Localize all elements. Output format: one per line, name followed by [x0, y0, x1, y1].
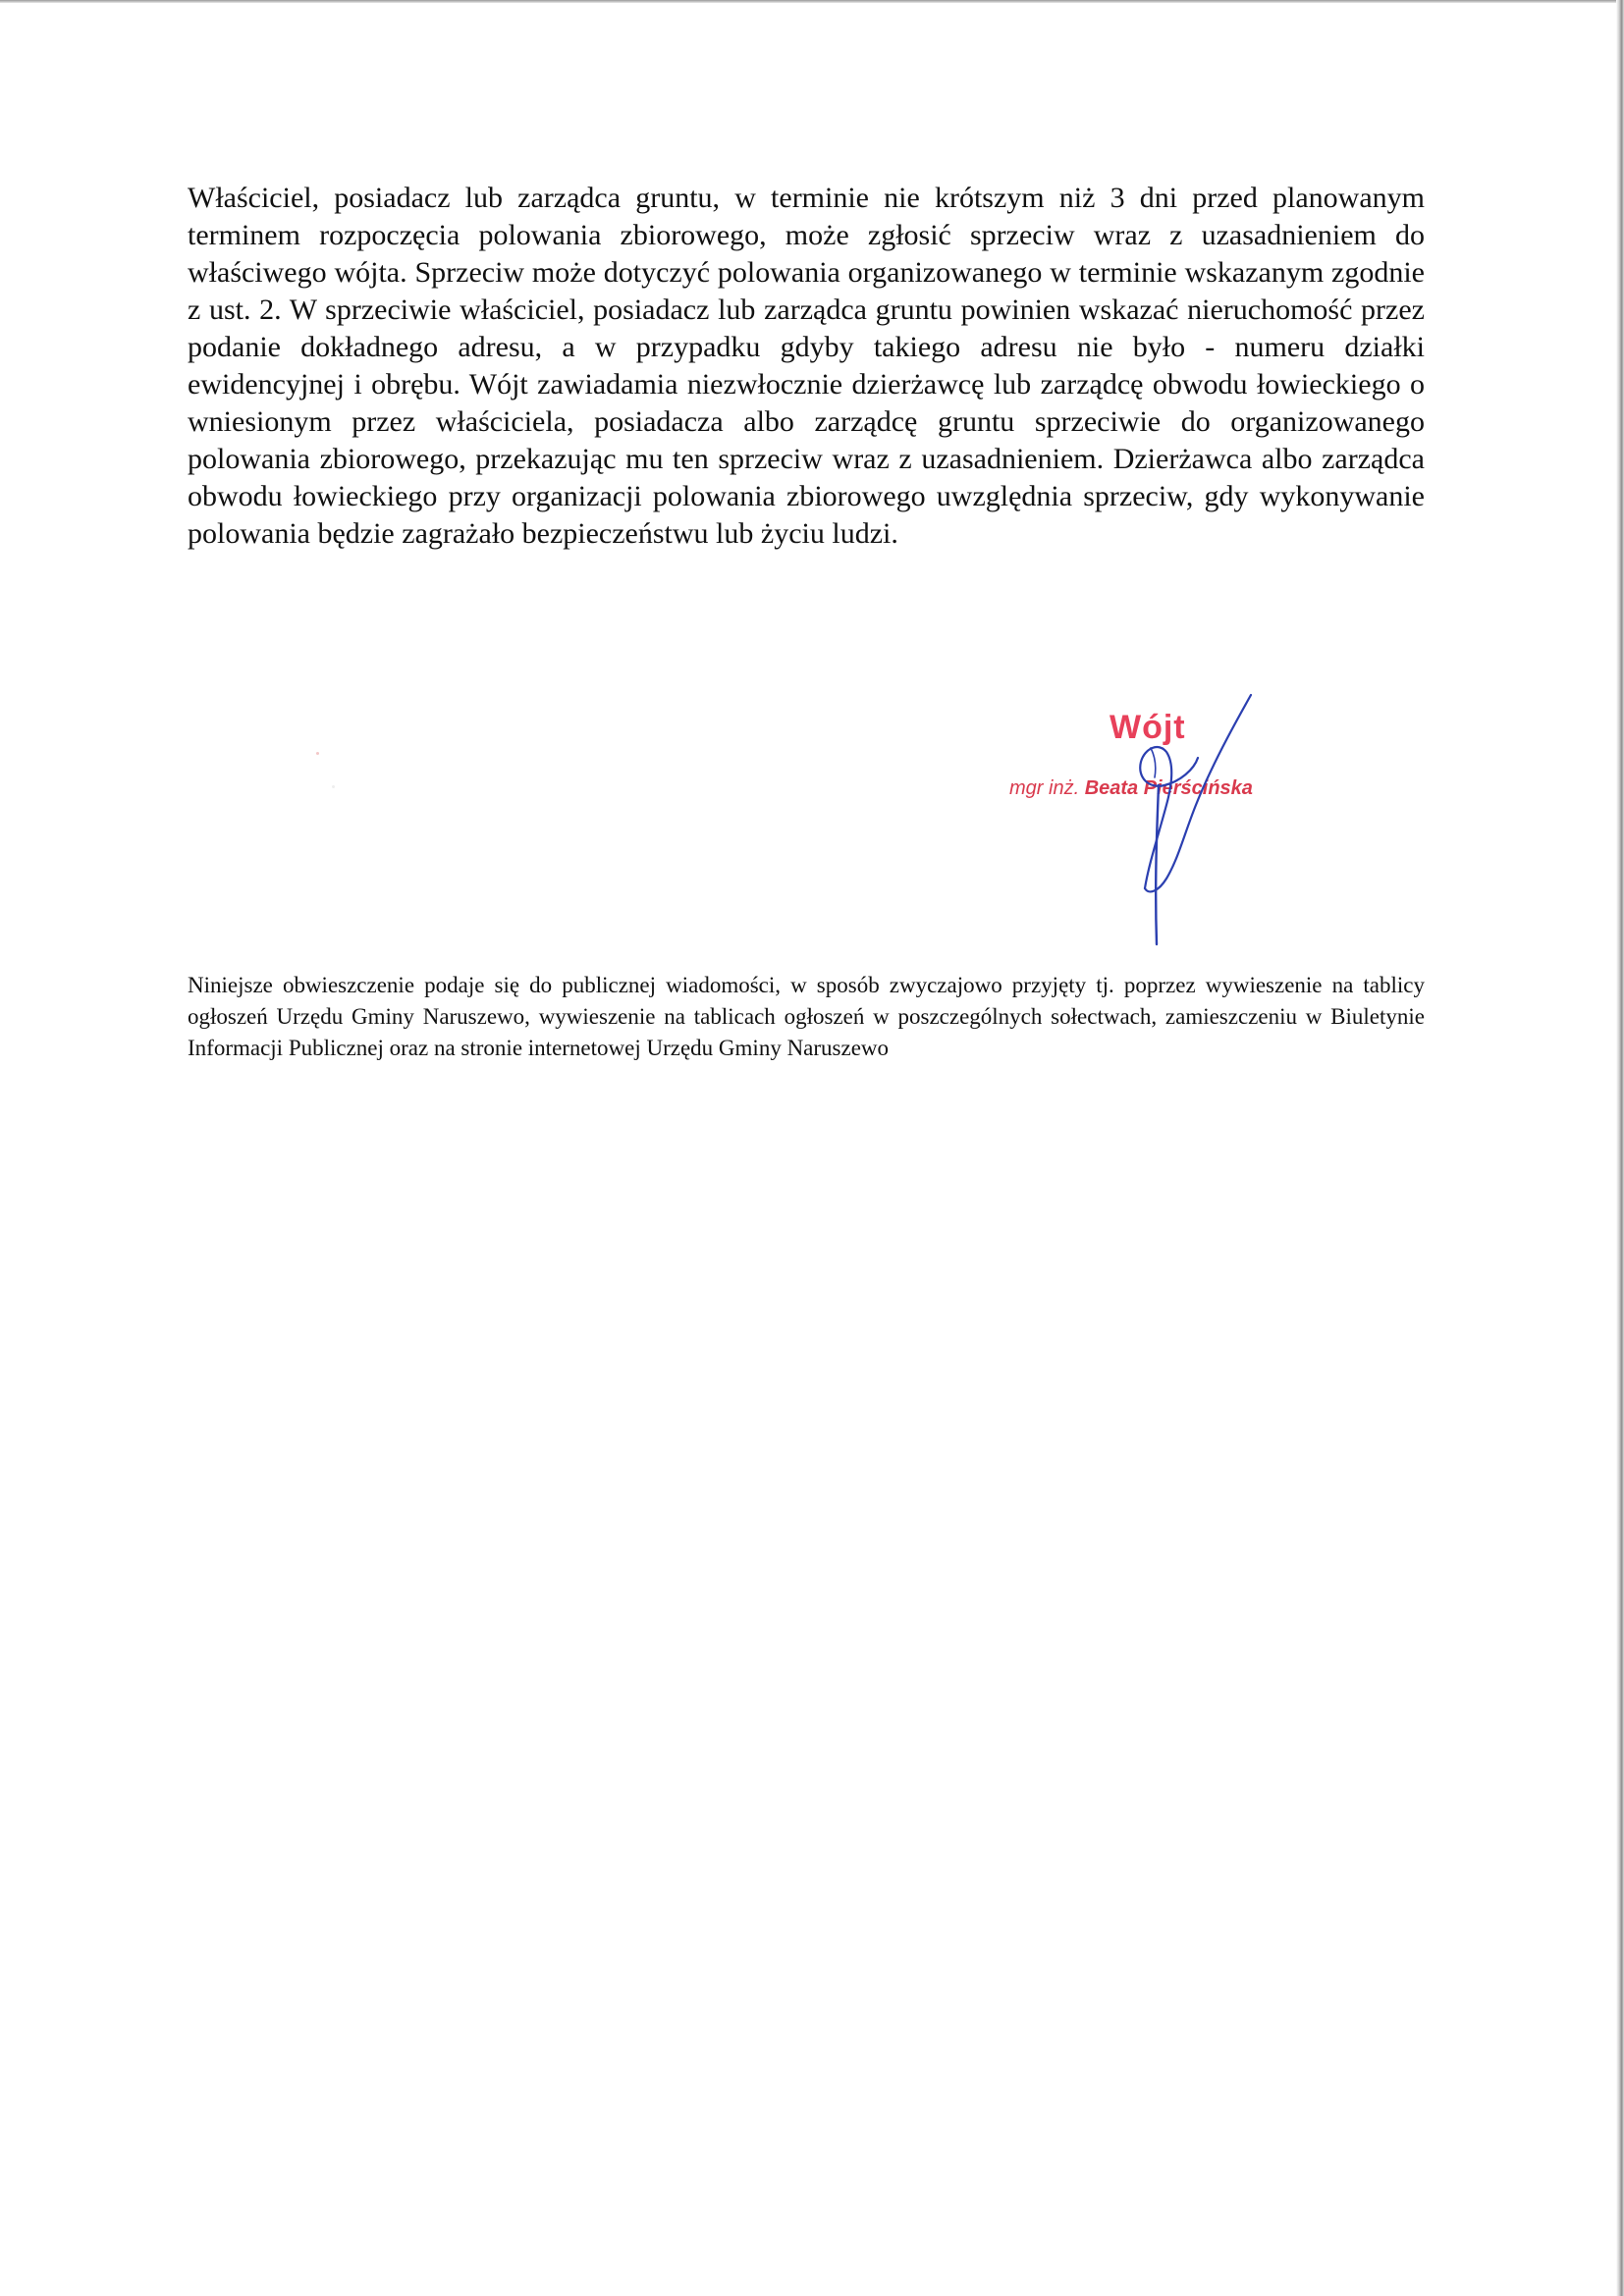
stamp-name-value: Beata Pierścińska [1084, 777, 1253, 799]
scan-speck [316, 752, 319, 755]
footer-paragraph: Niniejsze obwieszczenie podaje się do publicznej wiadomości, w sposób zwyczajowo przyjęty tj. poprzez wywieszenie na tablicy ogłoszeń Urzędu Gminy Naruszewo, wywieszenie na tablicach ogłoszeń w poszczególnych sołectwach, zamieszczeniu w Biuletynie Informacji Publicznej oraz na stronie internetowej Urzędu Gminy Naruszewo [188, 973, 1425, 1060]
scan-top-edge [0, 0, 1624, 3]
stamp-name-prefix: mgr inż. [1009, 777, 1080, 799]
handwritten-signature-icon [1001, 687, 1335, 952]
scan-speck [332, 785, 335, 788]
stamp-title: Wójt [1110, 709, 1186, 746]
main-paragraph: Właściciel, posiadacz lub zarządca gruntu, w terminie nie krótszym niż 3 dni przed planowanym terminem rozpoczęcia polowania zbiorowego, może zgłosić sprzeciw wraz z uzasadnieniem do właściwego wójta. Sprzeciw może dotyczyć polowania organizowanego w terminie wskazanym zgodnie z ust. 2. W sprzeciwie właściciel, posiadacz lub zarządca gruntu powinien wskazać nieruchomość przez podanie dokładnego adresu, a w przypadku gdyby takiego adresu nie było - numeru działki ewidencyjnej i obrębu. Wójt zawiadamia niezwłocznie dzierżawcę lub zarządcę obwodu łowieckiego o wniesionym przez właściciela, posiadacza albo zarządcę gruntu sprzeciwie do organizowanego polowania zbiorowego, przekazując mu ten sprzeciw wraz z uzasadnieniem. Dzierżawca albo zarządca obwodu łowieckiego przy organizacji polowania zbiorowego uwzględnia sprzeciw, gdy wykonywanie polowania będzie zagrażało bezpieczeństwu lub życiu ludzi. [188, 182, 1425, 550]
signature-block [1001, 687, 1335, 952]
scan-right-edge [1616, 0, 1624, 2296]
